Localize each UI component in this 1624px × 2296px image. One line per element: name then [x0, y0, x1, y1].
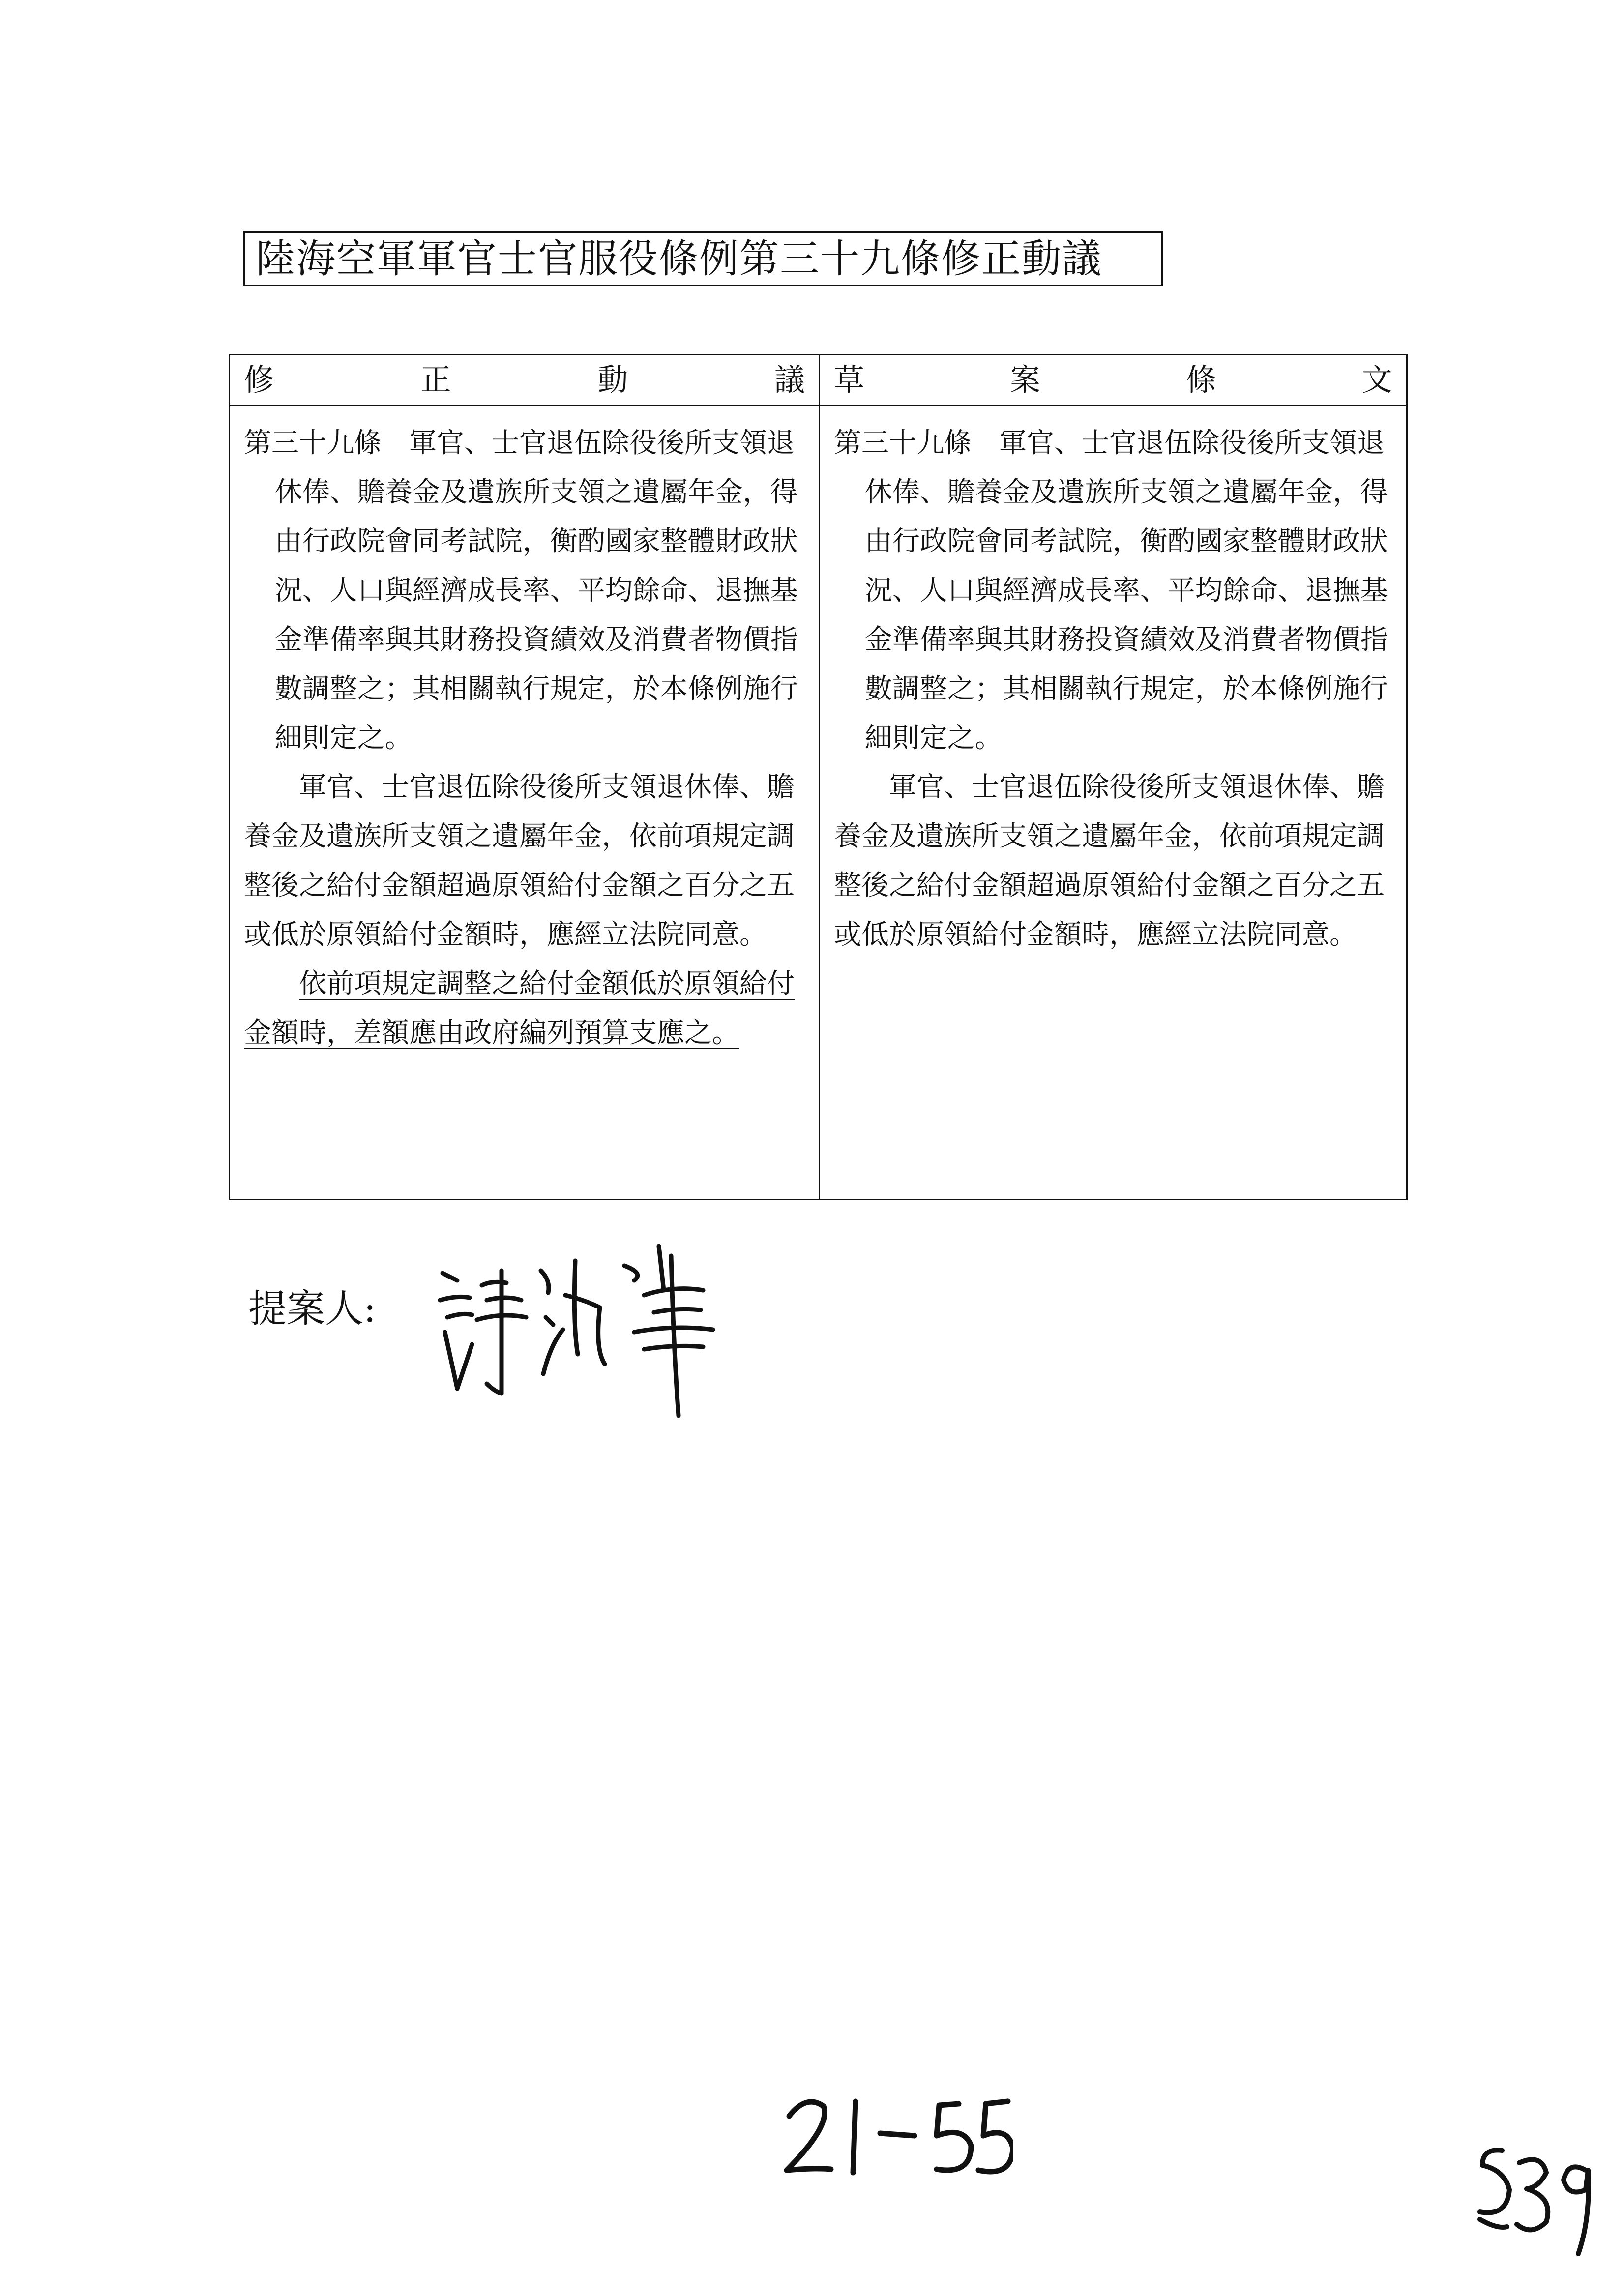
handwritten-document-code	[777, 2087, 1013, 2187]
handwritten-page-number	[1468, 2131, 1595, 2261]
header-draft-article	[820, 355, 1407, 406]
header-left-char: 議	[774, 362, 805, 398]
draft-paragraph-2: 軍官、士官退伍除役後所支領退休俸、贍養金及遺族所支領之遺屬年金，依前項規定調整後之給付金額超過原領給付金額之百分之五或低於原領給付金額時，應經立法院同意。	[834, 771, 1385, 951]
amendment-added-paragraph-3: 依前項規定調整之給付金額低於原領給付金額時，差額應由政府編列預算支應之。	[244, 968, 795, 1049]
table-header-row	[230, 355, 1407, 406]
draft-paragraph-1: 第三十九條 軍官、士官退伍除役後所支領退休俸、贍養金及遺族所支領之遺屬年金，得由行政院會同考試院，衡酌國家整體財政狀況、人口與經濟成長率、平均餘命、退撫基金準備率與其財務投資績效及消費者物價指數調整之；其相關執行規定，於本條例施行細則定之。	[834, 427, 1388, 754]
proposer-label: 提案人:	[248, 1287, 377, 1331]
header-left-char: 修	[244, 362, 275, 398]
header-left-char: 正	[420, 362, 451, 398]
amendment-paragraph-2: 軍官、士官退伍除役後所支領退休俸、贍養金及遺族所支領之遺屬年金，依前項規定調整後之給付金額超過原領給付金額之百分之五或低於原領給付金額時，應經立法院同意。	[244, 771, 795, 951]
header-amendment-motion	[230, 355, 820, 406]
header-right-char: 文	[1361, 362, 1392, 398]
header-right-char: 條	[1185, 362, 1216, 398]
document-title: 陸海空軍軍官士官服役條例第三十九條修正動議	[243, 231, 1163, 286]
draft-cell	[820, 406, 1407, 1200]
header-left-char: 動	[597, 362, 628, 398]
amendment-cell	[230, 406, 820, 1200]
handwritten-signature	[428, 1226, 733, 1425]
amendment-paragraph-1: 第三十九條 軍官、士官退伍除役後所支領退休俸、贍養金及遺族所支領之遺屬年金，得由行政院會同考試院，衡酌國家整體財政狀況、人口與經濟成長率、平均餘命、退撫基金準備率與其財務投資績效及消費者物價指數調整之；其相關執行規定，於本條例施行細則定之。	[244, 427, 798, 754]
comparison-table	[229, 354, 1408, 1200]
header-right-char: 案	[1009, 362, 1040, 398]
table-body-row	[230, 406, 1407, 1200]
header-right-char: 草	[834, 362, 865, 398]
